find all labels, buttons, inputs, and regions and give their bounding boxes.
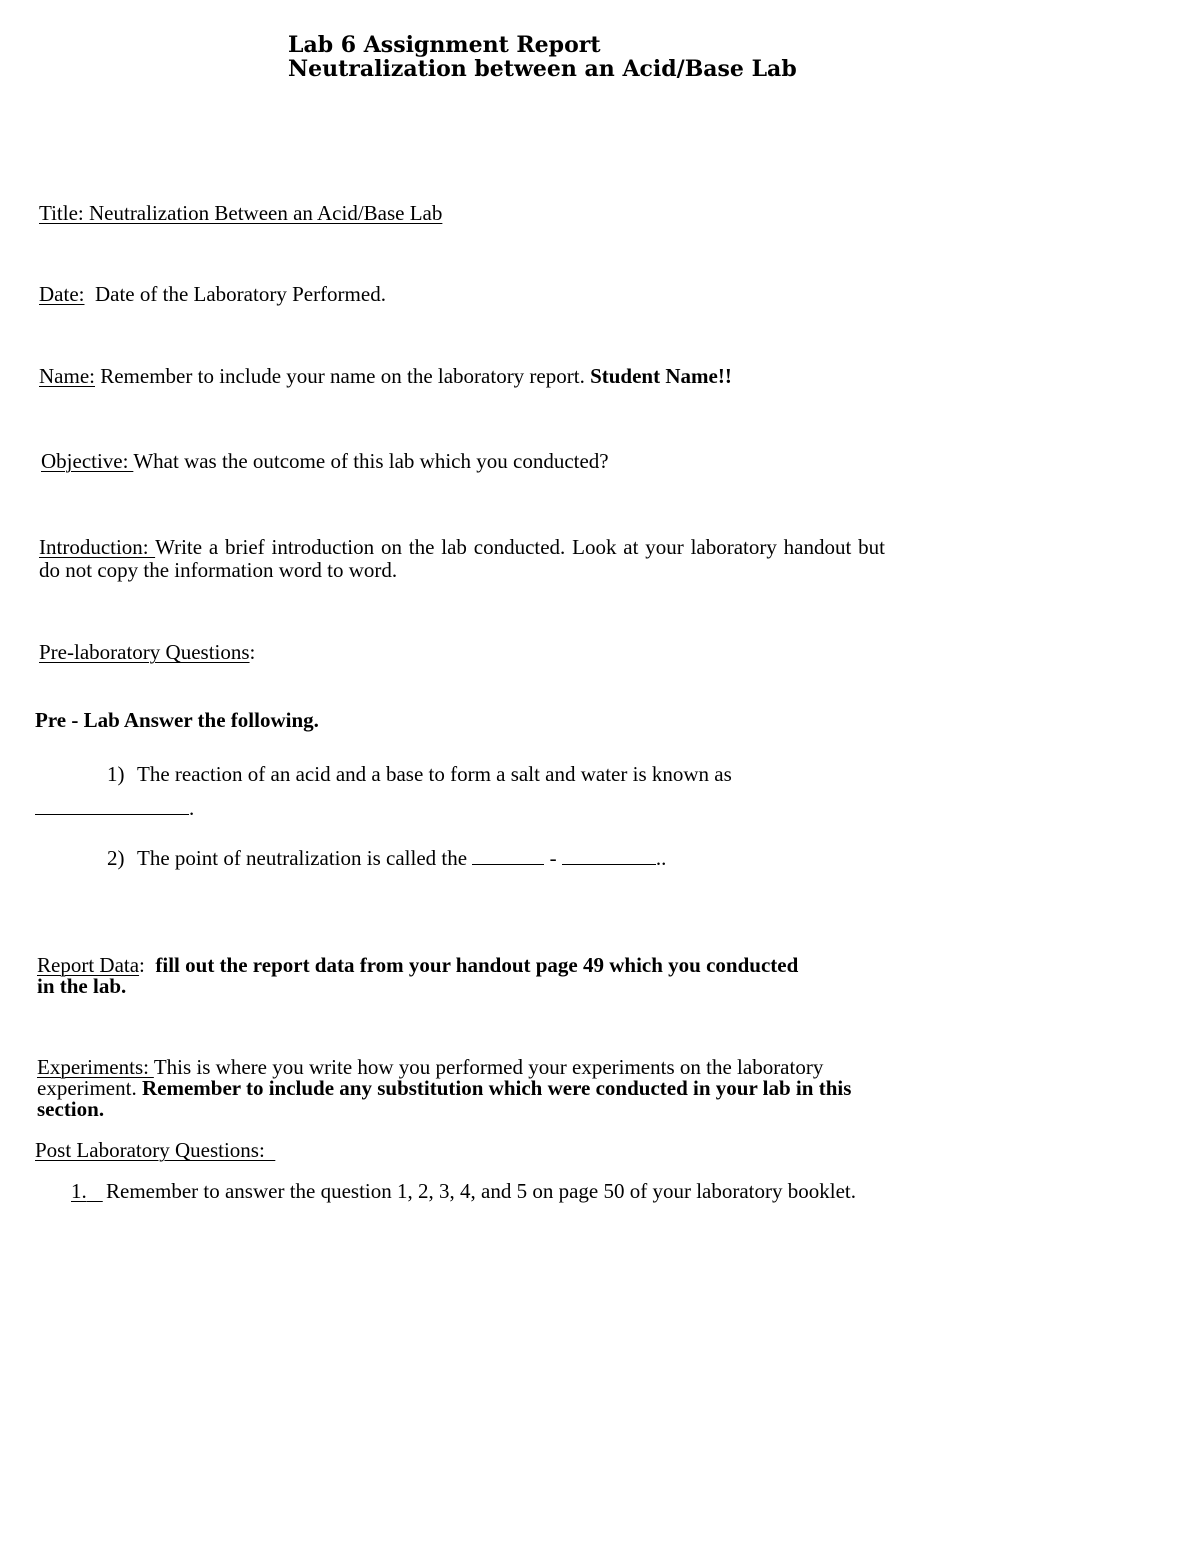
report-data-colon: : (139, 953, 156, 977)
date-line (39, 284, 386, 305)
question-2-blank-1[interactable] (472, 846, 544, 865)
experiments-text: This is where you write how you performed your experiments on the laboratory experiment. (37, 1055, 824, 1100)
name-text: Remember to include your name on the laboratory report. (94, 364, 591, 388)
objective-line (41, 451, 609, 472)
question-1-number: 1) (107, 762, 125, 786)
question-1-period: . (189, 796, 195, 820)
report-title: Title: Neutralization Between an Acid/Base Lab (39, 201, 443, 225)
prelab-colon: : (249, 640, 256, 664)
introduction-paragraph (39, 536, 885, 582)
question-2-dash: - (544, 846, 562, 870)
introduction-text: Write a brief introduction on the lab conducted. Look at your laboratory handout but do not copy the information word to word. (39, 535, 885, 582)
prelab-heading: Pre-laboratory Questions (39, 640, 250, 664)
report-data-instruction: fill out the report data from your handout page 49 which you conducted in the lab. (37, 953, 799, 998)
question-2-text: The point of neutralization is called the (137, 846, 473, 870)
question-1-answer-line (35, 796, 194, 819)
postlab-heading: Post Laboratory Questions: (35, 1138, 276, 1162)
document-header (288, 33, 797, 81)
header-line-1: Lab 6 Assignment Report (288, 32, 601, 58)
question-2-end: .. (655, 846, 667, 870)
question-1-blank[interactable] (35, 796, 189, 815)
name-label: Name: (39, 364, 95, 388)
question-2-number: 2) (107, 846, 125, 870)
student-name-placeholder: Student Name!! (590, 364, 732, 388)
experiments-paragraph (37, 1057, 882, 1120)
question-2-blank-2[interactable] (562, 846, 656, 865)
report-data-paragraph (37, 955, 807, 997)
report-data-label: Report Data (37, 953, 140, 977)
introduction-label: Introduction: (39, 535, 156, 559)
postlab-item-1-underline-tab (87, 1181, 106, 1202)
experiments-reminder: Remember to include any substitution which were conducted in your lab in this section. (37, 1076, 852, 1121)
prelab-question-1 (107, 764, 732, 785)
name-line (39, 366, 732, 387)
objective-text: What was the outcome of this lab which you conducted? (133, 449, 609, 473)
header-line-2: Neutralization between an Acid/Base Lab (288, 56, 797, 82)
prelab-heading-line (39, 642, 255, 663)
date-label: Date: (39, 282, 85, 306)
postlab-item-1 (71, 1181, 881, 1202)
date-text: Date of the Laboratory Performed. (84, 282, 386, 306)
prelab-instruction: Pre - Lab Answer the following. (35, 708, 319, 732)
prelab-question-2 (107, 846, 666, 869)
experiments-label: Experiments: (37, 1055, 154, 1079)
postlab-item-1-text: Remember to answer the question 1, 2, 3, 4, and 5 on page 50 of your laboratory booklet. (106, 1179, 856, 1203)
objective-label: Objective: (41, 449, 134, 473)
question-1-text: The reaction of an acid and a base to form a salt and water is known as (137, 762, 732, 786)
postlab-item-1-number: 1. (71, 1179, 87, 1203)
